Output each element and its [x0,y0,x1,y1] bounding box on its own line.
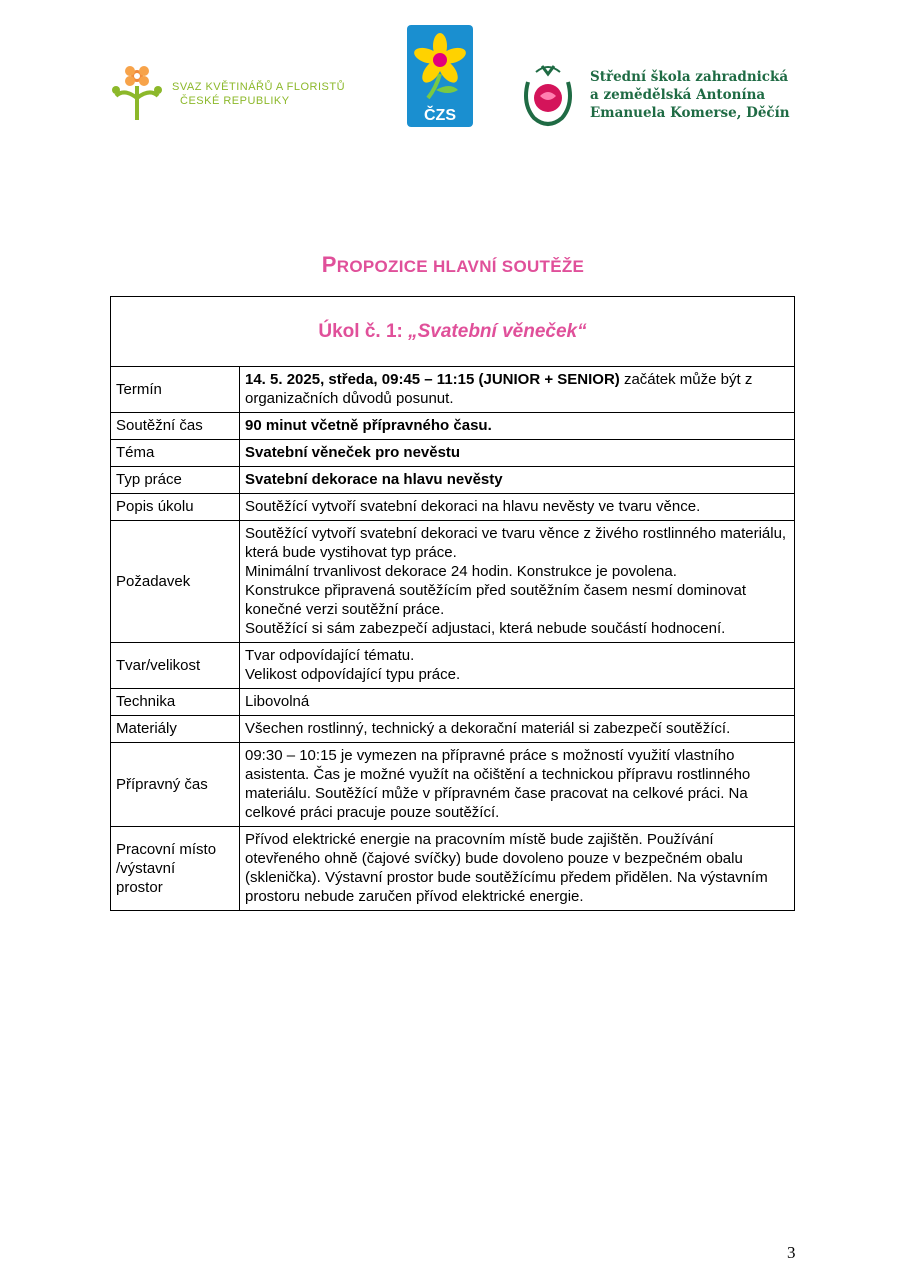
table-row [111,467,795,494]
requirement-line: Minimální trvanlivost dekorace 24 hodin. Konstrukce je povolena. [245,563,677,580]
row-label: Téma [111,440,240,467]
task-prefix: Úkol č. 1: [318,320,409,342]
school-logo-line-1: Střední škola zahradnická [590,69,789,85]
row-value: Soutěžící vytvoří svatební dekoraci na hlavu nevěsty ve tvaru věnce. [240,494,795,521]
size-line: Velikost odpovídající typu práce. [245,666,461,683]
row-label: Technika [111,689,240,716]
row-label [111,827,240,911]
termin-note: začátek může být z organizačních důvodů posunut. [245,371,753,407]
row-value: Svatební dekorace na hlavu nevěsty [240,467,795,494]
table-row [111,716,795,743]
row-label: Typ práce [111,467,240,494]
label-line: Pracovní místo [116,840,217,858]
czs-logo-text: ČZS [424,107,456,124]
table-row [111,494,795,521]
row-value [240,367,795,413]
table-row [111,440,795,467]
requirement-line: Soutěžící vytvoří svatební dekoraci ve tvaru věnce z živého rostlinného materiálu, která bude vystihovat typ práce. [245,525,787,561]
table-row [111,743,795,827]
row-value: Svatební věneček pro nevěstu [240,440,795,467]
svaz-logo-line-2: ČESKÉ REPUBLIKY [180,95,290,107]
row-value [240,643,795,689]
termin-date: 14. 5. 2025, středa, 09:45 – 11:15 (JUNIOR + SENIOR) [245,371,620,388]
row-value: Všechen rostlinný, technický a dekorační materiál si zabezpečí soutěžící. [240,716,795,743]
requirement-line: Soutěžící si sám zabezpečí adjustaci, která nebude součástí hodnocení. [245,620,726,637]
row-value [240,521,795,643]
rose-horseshoe-icon [518,60,578,130]
row-value: 09:30 – 10:15 je vymezen na přípravné práce s možností využití vlastního asistenta. Čas je možné využít na očištění a technickou přípravu rostlinného materiálu. Soutěžící může v přípravném čase pracovat na celkové práci. Na celkové práci pracuje pouze soutěžící. [240,743,795,827]
table-row [111,827,795,911]
shape-line: Tvar odpovídající tématu. [245,647,415,664]
table-row [111,413,795,440]
page-title [0,252,906,278]
czs-logo [406,24,474,128]
competition-table [110,296,795,911]
label-line: prostor [116,878,163,896]
table-row [111,367,795,413]
task-heading [111,297,795,367]
flower-figure-icon [110,62,164,124]
page-title-initial: P [321,252,337,277]
requirement-line: Konstrukce připravená soutěžícím před soutěžním časem nesmí dominovat konečné verzi soutěžní práce. [245,582,747,618]
svaz-logo-line-1: SVAZ KVĚTINÁŘŮ A FLORISTŮ [172,81,346,93]
page-number: 3 [787,1243,796,1262]
school-logo-line-3: Emanuela Komerse, Děčín [590,105,790,121]
row-value: Libovolná [240,689,795,716]
row-label: Požadavek [111,521,240,643]
row-label: Termín [111,367,240,413]
svaz-logo [110,62,360,126]
row-label: Materiály [111,716,240,743]
row-label: Soutěžní čas [111,413,240,440]
task-header-row [111,297,795,367]
label-line: /výstavní [116,859,176,877]
row-value: Přívod elektrické energie na pracovním místě bude zajištěn. Používání otevřeného ohně (čajové svíčky) bude dovoleno pouze v bezpečném obalu (sklenička). Výstavní prostor bude soutěžícímu předem přidělen. Na výstavním prostoru nebude zaručen přívod elektrické energie. [240,827,795,911]
table-row [111,643,795,689]
school-logo-line-2: a zemědělská Antonína [590,87,766,103]
school-logo [518,60,808,132]
row-label: Tvar/velikost [111,643,240,689]
task-name: „Svatební věneček“ [408,320,587,342]
table-row [111,689,795,716]
table-row [111,521,795,643]
row-value: 90 minut včetně přípravného času. [240,413,795,440]
row-label: Popis úkolu [111,494,240,521]
row-label: Přípravný čas [111,743,240,827]
page-title-rest: ROPOZICE HLAVNÍ SOUTĚŽE [336,257,585,276]
